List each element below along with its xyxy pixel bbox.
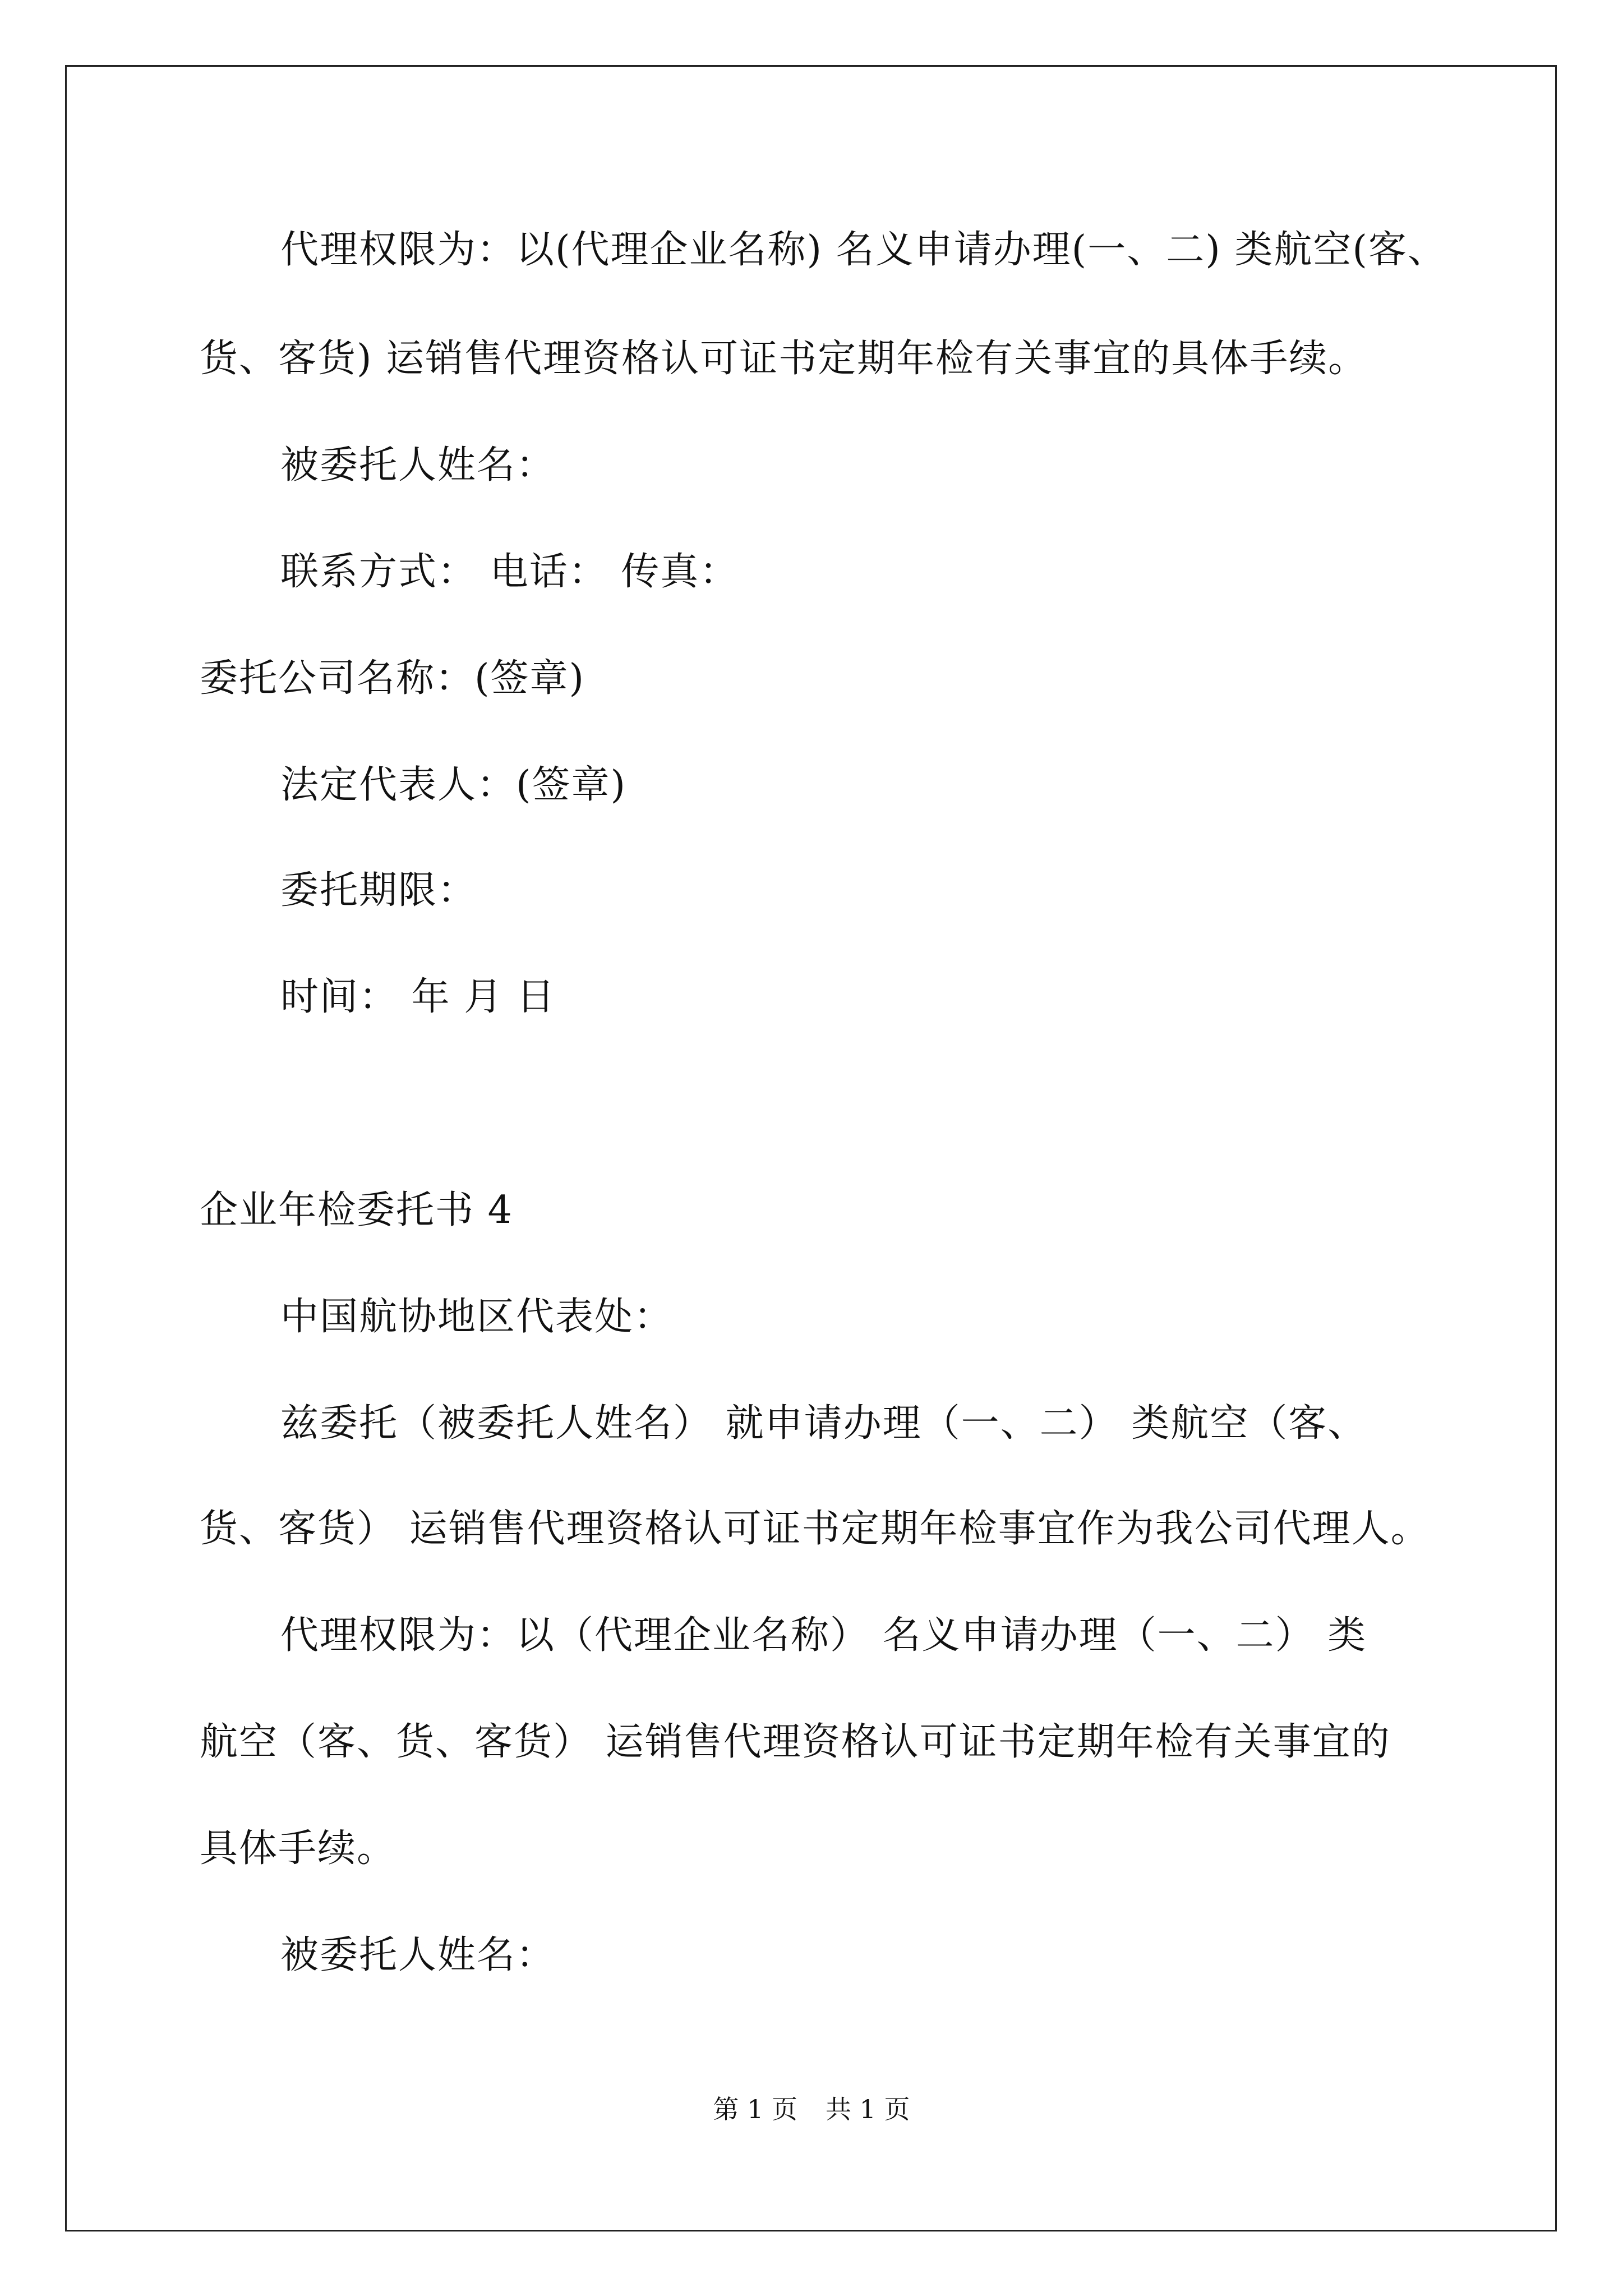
legal-representative-label: 法定代表人：(签章) — [280, 763, 627, 807]
page-footer — [0, 2092, 1623, 2126]
delegate-name-label: 被委托人姓名： — [280, 443, 556, 487]
paragraph-line-1: 代理权限为：以(代理企业名称) 名义申请办理(一、二) 类航空(客、 — [280, 228, 1447, 272]
addressee-line: 中国航协地区代表处： — [280, 1295, 674, 1339]
contact-info-label: 联系方式： 电话： 传真： — [280, 550, 739, 594]
paragraph-line-11: 兹委托（被委托人姓名） 就申请办理（一、二） 类航空（客、 — [280, 1401, 1367, 1446]
paragraph-line-15: 具体手续。 — [200, 1826, 396, 1871]
page-border — [65, 65, 1557, 2231]
date-label: 时间： 年 月 日 — [280, 975, 556, 1019]
page-number: 第 1 页 — [713, 2094, 797, 2124]
entrust-period-label: 委托期限： — [280, 868, 477, 913]
company-name-signature-label: 委托公司名称：(签章) — [200, 656, 585, 701]
paragraph-line-14: 航空（客、货、客货） 运销售代理资格认可证书定期年检有关事宜的 — [200, 1720, 1391, 1764]
paragraph-line-2: 货、客货) 运销售代理资格认可证书定期年检有关事宜的具体手续。 — [200, 337, 1368, 381]
delegate-name-label-2: 被委托人姓名： — [280, 1933, 556, 1977]
paragraph-line-12: 货、客货） 运销售代理资格认可证书定期年检事宜作为我公司代理人。 — [200, 1507, 1430, 1551]
section-heading: 企业年检委托书 4 — [200, 1188, 513, 1232]
page-total: 共 1 页 — [826, 2094, 910, 2124]
paragraph-line-13: 代理权限为：以（代理企业名称） 名义申请办理（一、二） 类 — [280, 1613, 1367, 1658]
